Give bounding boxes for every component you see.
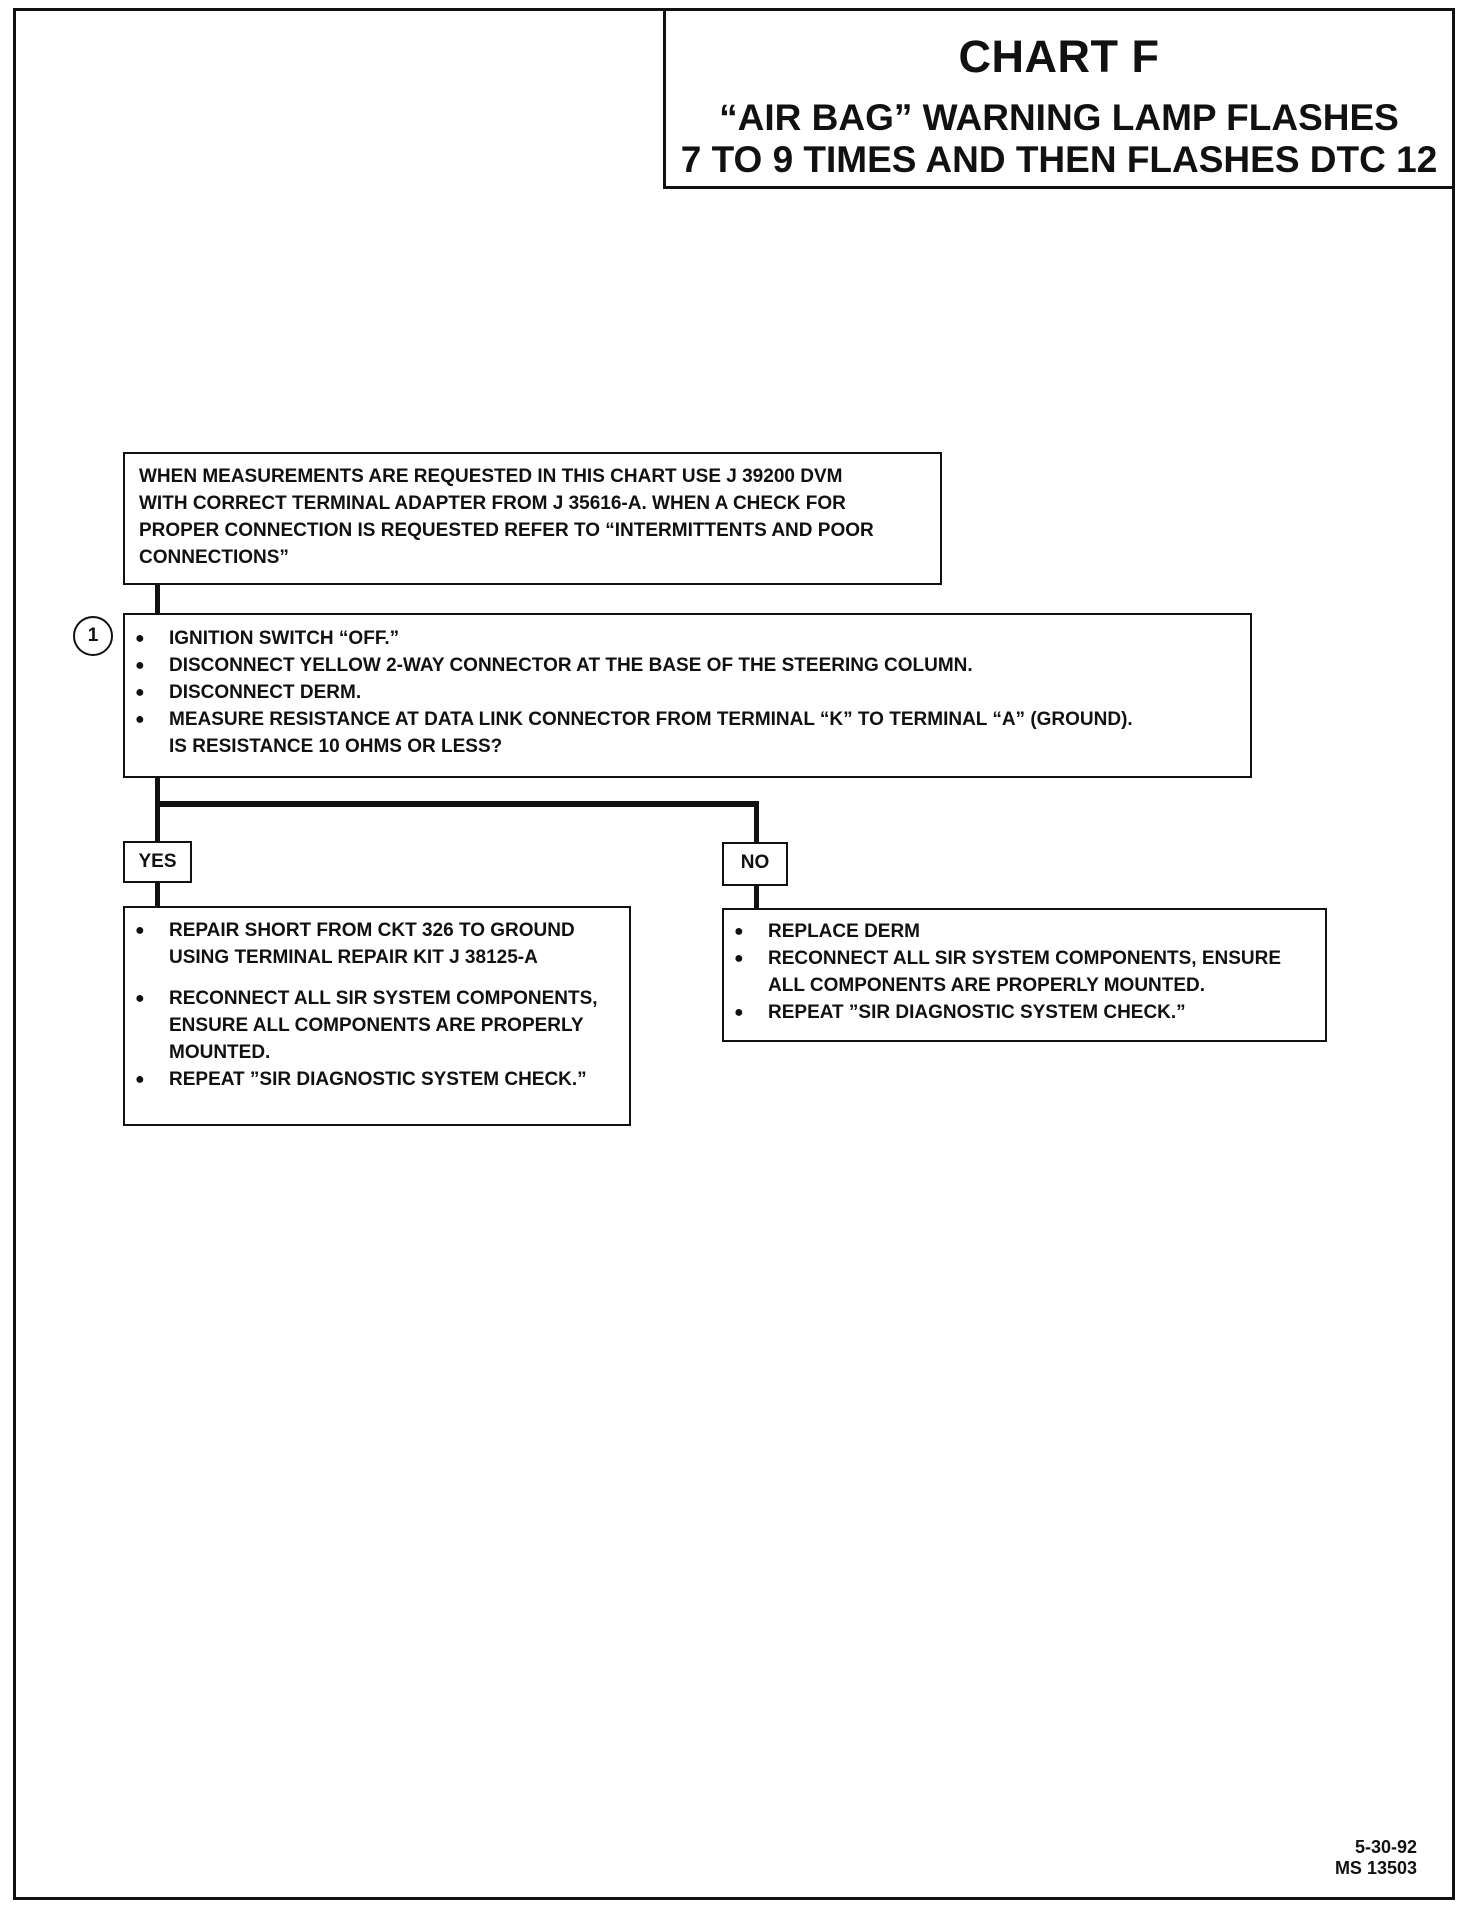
bullet-icon: ● bbox=[135, 711, 145, 728]
no-action-box bbox=[722, 908, 1327, 1042]
connector-yes-to-action bbox=[155, 883, 160, 906]
subtitle-line-1: “AIR BAG” WARNING LAMP FLASHES bbox=[719, 97, 1399, 138]
step-number-circle: 1 bbox=[73, 616, 113, 656]
no-action-item: ● REPEAT ”SIR DIAGNOSTIC SYSTEM CHECK.” bbox=[724, 999, 1317, 1026]
bullet-icon: ● bbox=[734, 923, 744, 940]
step-item: ● DISCONNECT DERM. bbox=[125, 679, 1250, 706]
step-question: IS RESISTANCE 10 OHMS OR LESS? bbox=[169, 736, 503, 757]
bullet-icon: ● bbox=[135, 922, 145, 939]
step-item: ● MEASURE RESISTANCE AT DATA LINK CONNECTOR FROM TERMINAL “K” TO TERMINAL “A” (GROUND). IS RESISTANCE 10 OHMS OR LESS? bbox=[125, 706, 1250, 760]
note-line-1: WHEN MEASUREMENTS ARE REQUESTED IN THIS CHART USE J 39200 DVM bbox=[139, 466, 843, 487]
bullet-icon: ● bbox=[135, 630, 145, 647]
title-block bbox=[663, 8, 1455, 189]
step-1-box bbox=[123, 613, 1252, 778]
bullet-icon: ● bbox=[135, 990, 145, 1007]
no-action-item: ● RECONNECT ALL SIR SYSTEM COMPONENTS, ENSURE ALL COMPONENTS ARE PROPERLY MOUNTED. bbox=[724, 945, 1317, 999]
no-action-item: ● REPLACE DERM bbox=[724, 918, 1317, 945]
yes-action-item: ● REPEAT ”SIR DIAGNOSTIC SYSTEM CHECK.” bbox=[125, 1066, 619, 1093]
note-line-3: PROPER CONNECTION IS REQUESTED REFER TO “INTERMITTENTS AND POOR bbox=[139, 520, 874, 541]
connector-no-to-action bbox=[754, 886, 759, 908]
document-footer bbox=[1335, 1837, 1417, 1879]
step-item: ● IGNITION SWITCH “OFF.” bbox=[125, 625, 1250, 652]
step-item: ● DISCONNECT YELLOW 2-WAY CONNECTOR AT THE BASE OF THE STEERING COLUMN. bbox=[125, 652, 1250, 679]
no-label: NO bbox=[722, 842, 788, 886]
yes-action-box bbox=[123, 906, 631, 1126]
bullet-icon: ● bbox=[734, 950, 744, 967]
bullet-icon: ● bbox=[135, 684, 145, 701]
chart-subtitle bbox=[666, 97, 1452, 181]
list-spacer bbox=[125, 971, 619, 985]
note-line-4: CONNECTIONS” bbox=[139, 547, 289, 568]
yes-label: YES bbox=[123, 841, 192, 883]
footer-code: MS 13503 bbox=[1334, 1858, 1417, 1878]
connector-step-down bbox=[155, 778, 160, 842]
bullet-icon: ● bbox=[135, 657, 145, 674]
connector-no-down bbox=[754, 801, 759, 842]
yes-action-item: ● RECONNECT ALL SIR SYSTEM COMPONENTS, ENSURE ALL COMPONENTS ARE PROPERLY MOUNTED. bbox=[125, 985, 619, 1066]
note-line-2: WITH CORRECT TERMINAL ADAPTER FROM J 35616-A. WHEN A CHECK FOR bbox=[139, 493, 846, 514]
subtitle-line-2: 7 TO 9 TIMES AND THEN FLASHES DTC 12 bbox=[680, 139, 1438, 180]
footer-date: 5-30-92 bbox=[1354, 1837, 1417, 1857]
bullet-icon: ● bbox=[135, 1071, 145, 1088]
yes-action-item: ● REPAIR SHORT FROM CKT 326 TO GROUND USING TERMINAL REPAIR KIT J 38125-A bbox=[125, 917, 619, 971]
connector-note-to-step bbox=[155, 585, 160, 613]
instruction-note-box bbox=[123, 452, 942, 585]
chart-title: CHART F bbox=[958, 31, 1160, 82]
bullet-icon: ● bbox=[734, 1004, 744, 1021]
connector-horizontal bbox=[155, 801, 759, 807]
